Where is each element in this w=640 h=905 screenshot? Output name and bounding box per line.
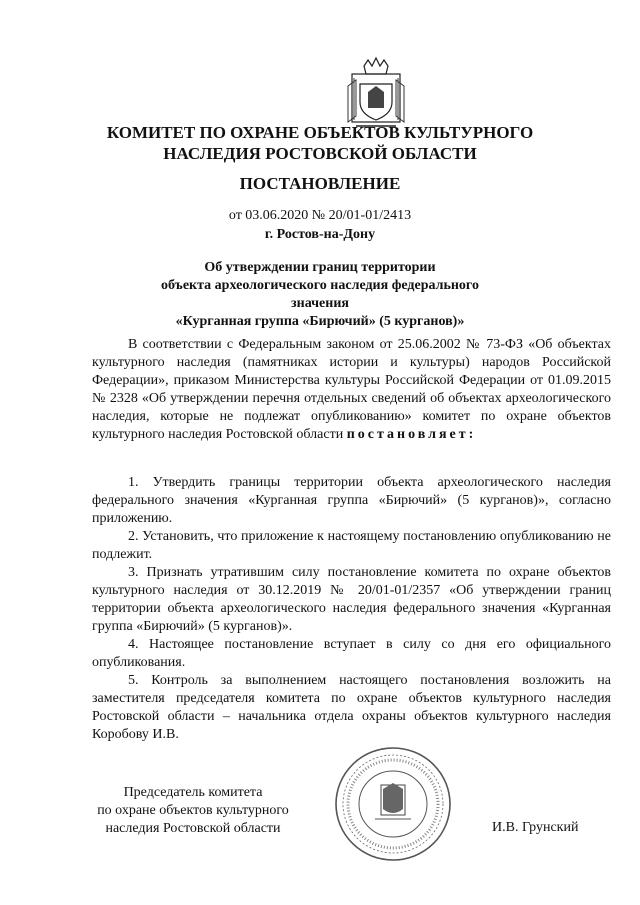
signer-title — [88, 784, 298, 838]
document-type: ПОСТАНОВЛЕНИЕ — [239, 174, 401, 193]
decision-word: постановляет: — [346, 427, 477, 442]
organization-name — [60, 122, 580, 164]
subject-line-3: «Курганная группа «Бирючий» (5 курганов)» — [175, 314, 465, 329]
resolution-item-5: 5. Контроль за выполнением настоящего постановления возложить на заместителя председателя комитета по охране объектов культурного наследия Ростовской области – начальника отдела охраны объектов культурного наследия Коробову И.В. — [92, 673, 611, 742]
signer-title-line-3: наследия Ростовской области — [105, 821, 281, 836]
subject-line-2: объекта археологического наследия федерального значения — [161, 278, 479, 311]
organization-line-1: КОМИТЕТ ПО ОХРАНЕ ОБЪЕКТОВ КУЛЬТУРНОГО — [106, 123, 534, 142]
preamble-paragraph — [92, 336, 611, 444]
coat-of-arms-icon — [346, 56, 406, 132]
resolution-item-3: 3. Признать утратившим силу постановление комитета по охране объектов культурного наследия от 30.12.2019 № 20/01-01/2357 «Об утверждении границ территории объекта археологического наследия федерального значения «Курганная группа «Бирючий» (5 курганов)». — [92, 565, 611, 634]
document-subject — [150, 259, 490, 331]
resolution-item-1: 1. Утвердить границы территории объекта археологического наследия федерального значения «Курганная группа «Бирючий» (5 курганов)», согласно приложению. — [92, 475, 611, 526]
resolution-item-4: 4. Настоящее постановление вступает в силу со дня его официального опубликования. — [92, 637, 611, 670]
document-date-number: от 03.06.2020 № 20/01-01/2413 — [228, 208, 412, 223]
preamble-text: В соответствии с Федеральным законом от 25.06.2002 № 73-ФЗ «Об объектах культурного наследия (памятниках истории и культуры) народов Российской Федерации», приказом Министерства культуры Российской Федерации от 01.09.2015 № 2328 «Об утверждении перечня отдельных сведений об объектах археологического наследия, которые не подлежат опубликованию» комитет по охране объектов культурного наследия Ростовской области — [92, 337, 611, 442]
signer-name: И.В. Грунский — [492, 820, 579, 835]
official-seal-icon — [333, 745, 453, 863]
signer-title-line-2: по охране объектов культурного — [97, 803, 289, 818]
signer-title-line-1: Председатель комитета — [123, 785, 263, 800]
preamble — [92, 336, 611, 444]
organization-line-2: НАСЛЕДИЯ РОСТОВСКОЙ ОБЛАСТИ — [163, 144, 477, 163]
document-city: г. Ростов-на-Дону — [264, 227, 376, 242]
resolution-items — [92, 474, 611, 744]
resolution-item-2: 2. Установить, что приложение к настоящему постановлению опубликованию не подлежит. — [92, 529, 611, 562]
subject-line-1: Об утверждении границ территории — [204, 260, 436, 275]
